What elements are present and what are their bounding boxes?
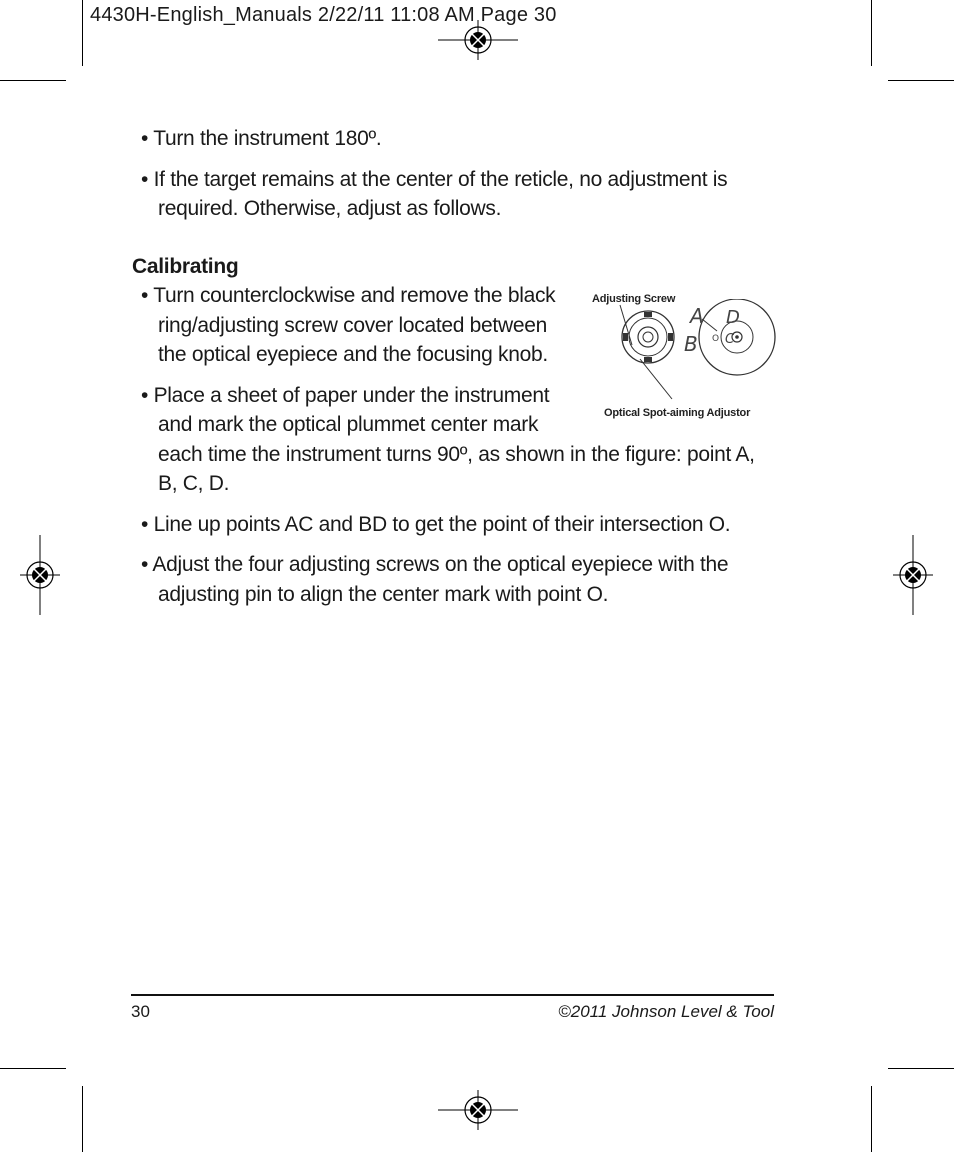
figure-label-spot-adjustor: Optical Spot-aiming Adjustor xyxy=(604,407,751,419)
registration-mark-bottom-icon xyxy=(438,1090,518,1130)
point-o-label: O xyxy=(712,334,719,344)
registration-mark-right-icon xyxy=(893,535,933,615)
page-number: 30 xyxy=(131,1002,150,1021)
crop-mark-bottom-left-vertical xyxy=(82,1086,83,1152)
point-d-label: D xyxy=(726,307,740,328)
registration-mark-left-icon xyxy=(20,535,60,615)
crop-mark-bottom-left-horizontal xyxy=(0,1068,66,1069)
crop-mark-top-right-vertical xyxy=(871,0,872,66)
eyepiece-diagram-icon xyxy=(592,299,792,403)
calibration-figure xyxy=(592,285,792,419)
crop-mark-bottom-right-vertical xyxy=(871,1086,872,1152)
point-a-label: A xyxy=(690,304,704,328)
instruction-bullet: • Adjust the four adjusting screws on the optical eyepiece with the adjusting pin to align the center mark with point O. xyxy=(141,553,729,606)
footer-divider xyxy=(131,994,774,996)
crop-mark-top-left-vertical xyxy=(82,0,83,66)
crop-mark-top-right-horizontal xyxy=(888,80,954,81)
point-c-label: C xyxy=(725,332,734,347)
manual-content xyxy=(132,124,772,620)
section-heading: Calibrating xyxy=(132,254,239,278)
print-slug: 4430H-English_Manuals 2/22/11 11:08 AM Page 30 xyxy=(90,4,557,26)
instruction-bullet: • Place a sheet of paper under the instrument and mark the optical plummet center mark each time the instrument turns 90º, as shown in the figure: point A, B, C, D. xyxy=(141,383,755,495)
instruction-bullet: • Line up points AC and BD to get the point of their intersection O. xyxy=(141,512,731,536)
copyright-notice: ©2011 Johnson Level & Tool xyxy=(558,1002,774,1021)
crop-mark-top-left-horizontal xyxy=(0,80,66,81)
crop-mark-bottom-right-horizontal xyxy=(888,1068,954,1069)
figure-label-adjusting-screw: Adjusting Screw xyxy=(592,293,676,305)
instruction-bullet: • Turn counterclockwise and remove the black ring/adjusting screw cover located between the optical eyepiece and the focusing knob. xyxy=(141,284,556,366)
instruction-bullet: • Turn the instrument 180º. xyxy=(141,127,382,150)
point-b-label: B xyxy=(684,332,698,356)
registration-mark-top-icon xyxy=(438,20,518,60)
instruction-bullet: • If the target remains at the center of the reticle, no adjustment is required. Otherwise, adjust as follows. xyxy=(141,167,728,220)
